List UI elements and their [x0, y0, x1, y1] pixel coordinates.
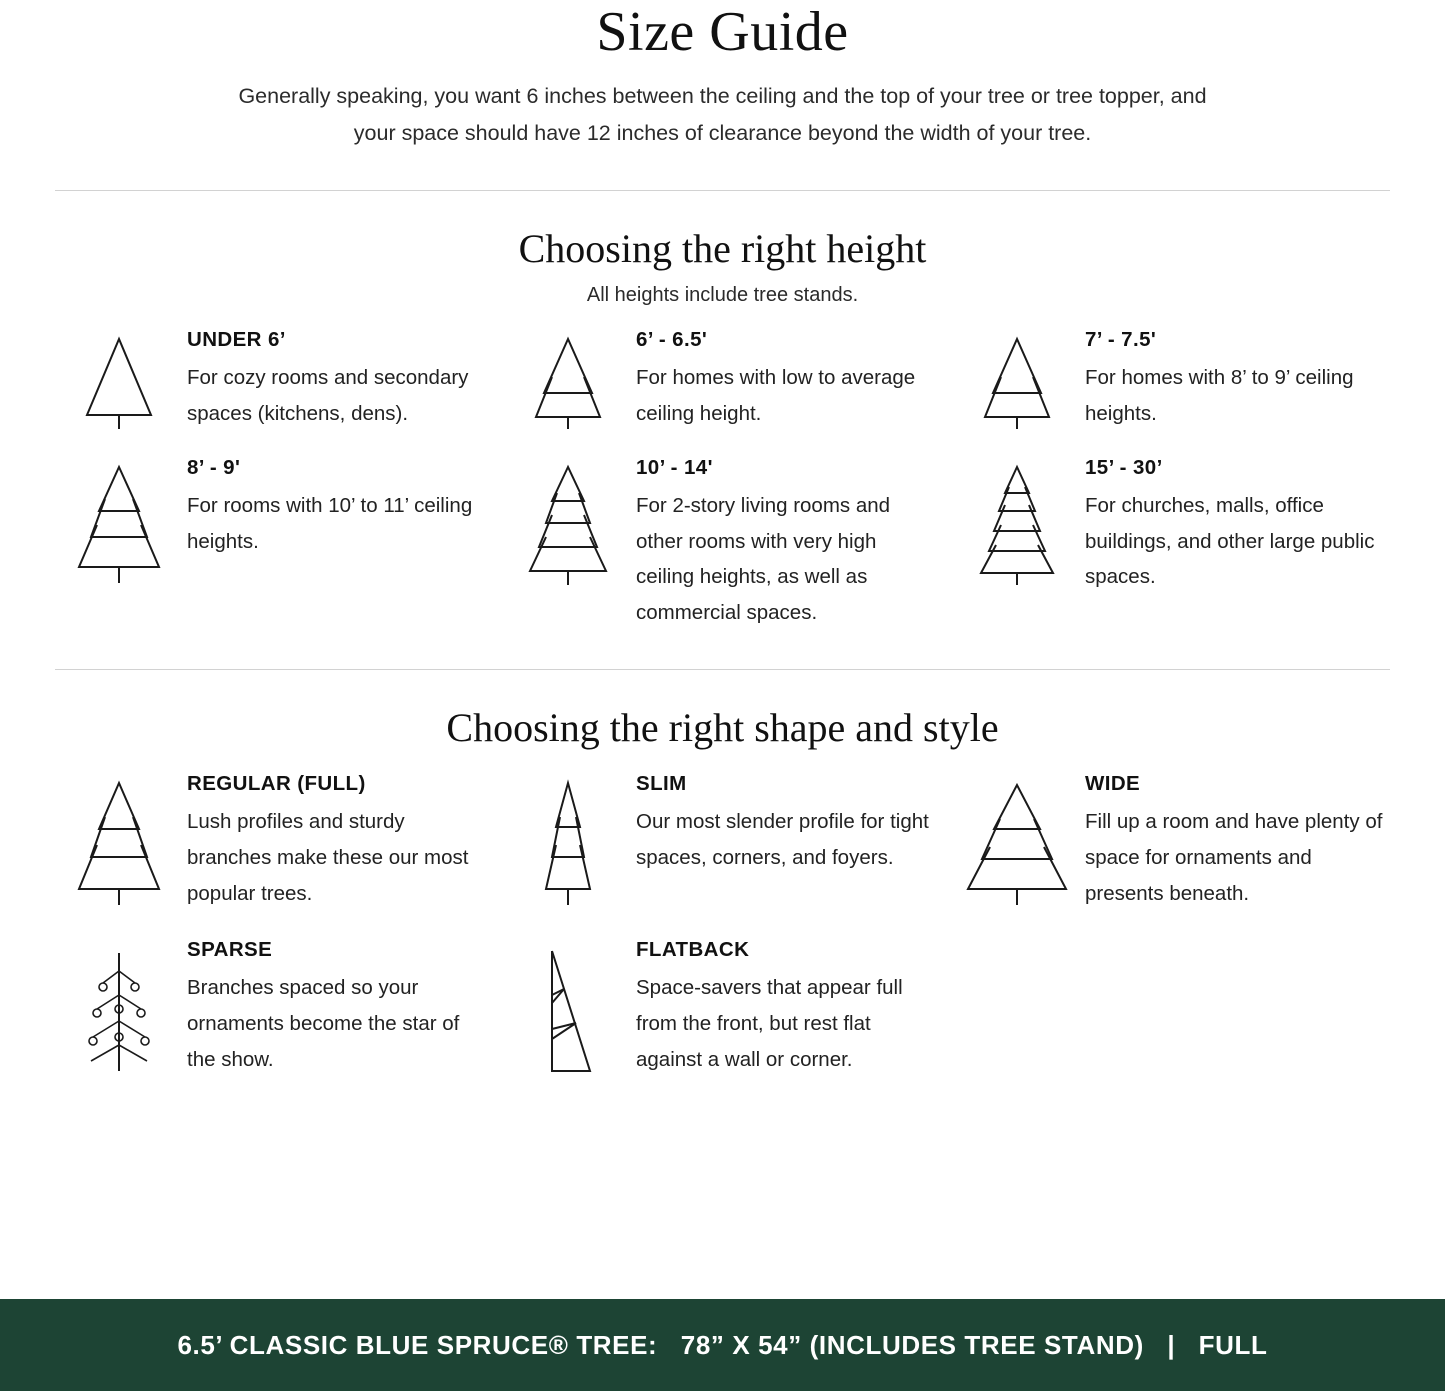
shape-item-slim — [504, 773, 941, 917]
height-item-6-to-6-5 — [504, 329, 941, 435]
tree-5-tier-icon — [953, 457, 1081, 591]
product-summary-banner — [0, 1299, 1445, 1391]
height-item-label: 6’ - 6.5' — [636, 327, 708, 351]
tree-wide-icon — [953, 773, 1081, 917]
height-item-desc: For churches, malls, office buildings, and other large public spaces. — [1085, 494, 1375, 589]
product-summary-text: 6.5’ CLASSIC BLUE SPRUCE® TREE: 78” X 54” (INCLUDES TREE STAND) | FULL — [177, 1329, 1268, 1360]
tree-sparse-icon — [55, 939, 183, 1083]
divider-top — [55, 190, 1390, 191]
shape-item-desc: Space-savers that appear full from the front, but rest flat against a wall or corner. — [636, 976, 903, 1071]
tree-1-tier-icon — [55, 329, 183, 435]
height-item-body — [1081, 329, 1385, 432]
height-item-body — [632, 329, 936, 432]
height-item-body — [183, 329, 487, 432]
shape-grid-spacer — [953, 939, 1390, 1083]
height-item-under-6 — [55, 329, 492, 435]
tree-slim-icon — [504, 773, 632, 917]
height-item-8-to-9 — [55, 457, 492, 631]
shape-item-wide — [953, 773, 1390, 917]
divider-middle — [55, 669, 1390, 670]
height-item-label: 8’ - 9' — [187, 455, 241, 479]
shape-item-desc: Branches spaced so your ornaments become the star of the show. — [187, 976, 460, 1071]
shape-item-desc: Our most slender profile for tight spaces, corners, and foyers. — [636, 810, 929, 869]
page-subtitle: Generally speaking, you want 6 inches between the ceiling and the top of your tree or tree topper, and your space should have 12 inches of clearance beyond the width of your tree. — [238, 83, 1207, 145]
shape-item-label: REGULAR (FULL) — [187, 771, 366, 795]
height-item-label: UNDER 6’ — [187, 327, 286, 351]
height-item-body — [183, 457, 487, 560]
shape-item-label: SPARSE — [187, 937, 273, 961]
height-item-label: 10’ - 14' — [636, 455, 713, 479]
shape-item-body — [183, 939, 487, 1078]
height-item-desc: For cozy rooms and secondary spaces (kitchens, dens). — [187, 366, 469, 425]
shape-item-label: FLATBACK — [636, 937, 750, 961]
shape-item-regular-full — [55, 773, 492, 917]
height-items-grid — [55, 329, 1390, 631]
shape-item-flatback — [504, 939, 941, 1083]
height-item-7-to-7-5 — [953, 329, 1390, 435]
height-section-title: Choosing the right height — [518, 225, 927, 271]
tree-full-icon — [55, 773, 183, 917]
shape-section-title: Choosing the right shape and style — [446, 704, 999, 750]
shape-item-body — [183, 773, 487, 912]
height-section-note: All heights include tree stands. — [586, 283, 859, 306]
height-item-desc: For 2-story living rooms and other rooms with very high ceiling heights, as well as commercial spaces. — [636, 494, 891, 625]
tree-flatback-icon — [504, 939, 632, 1083]
shape-item-sparse — [55, 939, 492, 1083]
shape-items-grid — [55, 773, 1390, 1083]
height-item-15-to-30 — [953, 457, 1390, 631]
height-item-label: 7’ - 7.5' — [1085, 327, 1157, 351]
height-item-label: 15’ - 30’ — [1085, 455, 1163, 479]
tree-2-tier-icon — [953, 329, 1081, 435]
height-item-body — [632, 457, 936, 631]
page-title: Size Guide — [596, 1, 849, 63]
tree-2-tier-icon — [504, 329, 632, 435]
height-item-10-to-14 — [504, 457, 941, 631]
tree-3-tier-icon — [55, 457, 183, 591]
height-item-desc: For rooms with 10’ to 11’ ceiling heights. — [187, 494, 473, 553]
shape-item-body — [1081, 773, 1385, 912]
height-item-desc: For homes with low to average ceiling height. — [636, 366, 916, 425]
shape-item-label: SLIM — [636, 771, 687, 795]
height-item-body — [1081, 457, 1385, 596]
height-item-desc: For homes with 8’ to 9’ ceiling heights. — [1085, 366, 1354, 425]
shape-item-label: WIDE — [1085, 771, 1141, 795]
shape-item-body — [632, 773, 936, 876]
shape-item-desc: Fill up a room and have plenty of space for ornaments and presents beneath. — [1085, 810, 1383, 905]
shape-item-body — [632, 939, 936, 1078]
shape-item-desc: Lush profiles and sturdy branches make these our most popular trees. — [187, 810, 469, 905]
tree-4-tier-icon — [504, 457, 632, 591]
